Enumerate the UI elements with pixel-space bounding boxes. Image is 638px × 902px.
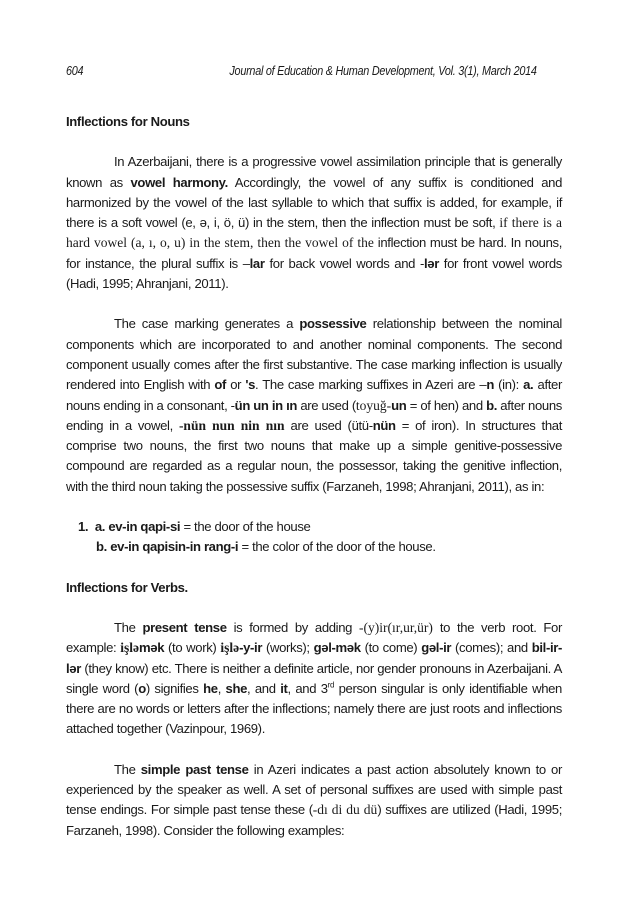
bold-term: o (138, 680, 146, 696)
example-line-a (66, 517, 562, 537)
text-run: . The case marking suffixes in Azeri are – (255, 377, 487, 393)
bold-term: lər (423, 255, 439, 271)
bold-term: lar (249, 255, 265, 271)
text-run: are used (ütü- (284, 417, 373, 433)
bold-term: mək (138, 640, 165, 656)
page-number: 604 (66, 64, 84, 78)
serif-text-run: -dı di du dü (312, 802, 378, 818)
text-run: (to come) (360, 640, 422, 656)
bold-term: b. (486, 397, 497, 413)
text-run: after nouns ending in a vowel, (66, 397, 562, 433)
bold-term: of (214, 377, 227, 393)
text-run: person singular is only identifiable when there are no words or letters after the inflections; namely there are just roots and inflections attached together (Vazinpour, 1969). (66, 680, 562, 737)
case-marking-paragraph (66, 314, 562, 497)
bold-term: simple past tense (140, 761, 249, 777)
text-run: = of hen) and (406, 397, 487, 413)
bold-term: n (486, 377, 494, 393)
text-run: In Azerbaijani, there is a progressive vowel assimilation principle that is generally known as (66, 154, 562, 190)
example-phrase: b. ev-in qapisin-in rang-i (96, 539, 239, 555)
serif-text-run: toyuğ- (355, 397, 392, 413)
example-phrase: a. ev-in qapi-si (94, 519, 181, 535)
serif-bold-term: -nün nun nin nın (178, 417, 285, 433)
bold-term: nün (372, 417, 396, 433)
text-run: or (226, 377, 246, 393)
text-run: = of iron). In structures that comprise two nouns, the first two nouns that make up a simple genitive-possessive compound are regarded as a regular noun, the possessor, taking the genitive inflection, with the third noun taking the possessive suffix (Farzaneh, 1998; Ahranjani, 2011), as in: (66, 417, 562, 494)
bold-term: gəl-mək (313, 640, 361, 656)
text-run: ) signifies (145, 680, 204, 696)
text-run: are used ( (297, 397, 356, 413)
text-run: The (114, 761, 141, 777)
bold-term: gəl-ir (421, 640, 452, 656)
bold-term: 's (245, 377, 256, 393)
bold-term: present tense (142, 619, 227, 635)
text-run: Accordingly, the vowel of any suffix is conditioned and harmonized by the vowel of the last syllable to which that suffix is added, for example, if there is a soft vowel (e, ə, i, ö, ü) in the stem, then the inflection must be soft, (66, 174, 562, 231)
bold-term: un (391, 397, 407, 413)
text-run: relationship between the nominal components which are incorporated to and another nominal components. The second component usually comes after the first substantive. The case marking inflection is usually rendered into English with (66, 316, 562, 393)
text-run: (comes); and (451, 640, 532, 656)
text-run: , and 3 (287, 680, 328, 696)
serif-text-run: -(y)ir(ır,ur,ür) (359, 619, 433, 635)
example-gloss: = the color of the door of the house. (238, 539, 436, 555)
text-run: is formed by adding (226, 619, 360, 635)
serif-text-run: if there is a hard vowel (a, ı, o, u) in the stem, then the vowel of the (66, 215, 562, 251)
article-body (66, 112, 562, 861)
serif-bold-term: işlə (120, 640, 139, 656)
bold-term: a. (523, 377, 534, 393)
text-run: to the verb root. For example: (66, 619, 562, 656)
text-run: The (114, 619, 143, 635)
text-run: , and (247, 680, 281, 696)
text-run: The case marking generates a (114, 316, 300, 332)
journal-title: Journal of Education & Human Development, Vol. 3(1), March 2014 (229, 64, 537, 78)
bold-term: he (203, 680, 218, 696)
text-run: (works); (262, 640, 314, 656)
example-number: 1. (78, 519, 89, 535)
example-block (66, 517, 562, 558)
bold-term: possessive (299, 316, 367, 332)
text-run: (they know) etc. There is neither a definite article, nor gender pronouns in Azerbaijani. A single word ( (66, 660, 562, 696)
serif-bold-term: işlə (220, 640, 240, 656)
text-run: after nouns ending in a consonant, - (66, 377, 562, 413)
bold-term: she (225, 680, 248, 696)
bold-term: -y-ir (239, 640, 263, 656)
text-run: for back vowel words and - (264, 255, 424, 271)
text-run: ) suffixes are utilized (Hadi, 1995; Farzaneh, 1998). Consider the following examples: (66, 802, 563, 838)
bold-term: bil-ir-lər (66, 640, 562, 676)
text-run: inflection must be hard. In nouns, for instance, the plural suffix is – (66, 235, 562, 271)
superscript: rd (327, 680, 335, 690)
text-run: (to work) (164, 640, 221, 656)
nouns-heading: Inflections for Nouns (66, 114, 190, 129)
example-gloss: = the door of the house (180, 519, 311, 535)
text-run: (in): (493, 377, 524, 393)
example-line-b (66, 537, 562, 557)
bold-term: it (280, 680, 288, 696)
text-run: for front vowel words (Hadi, 1995; Ahranjani, 2011). (66, 255, 562, 292)
vowel-harmony-paragraph (66, 152, 562, 294)
simple-past-paragraph (66, 760, 562, 841)
bold-term: ün un in ın (234, 397, 298, 413)
text-run: in Azeri indicates a past action absolutely known to or experienced by the speaker as well. A set of personal suffixes are used with simple past tense endings. For simple past tense these ( (66, 761, 562, 818)
verbs-heading: Inflections for Verbs. (66, 579, 188, 595)
text-run: , (217, 680, 226, 696)
bold-term: vowel harmony. (130, 174, 228, 190)
present-tense-paragraph (66, 618, 562, 740)
